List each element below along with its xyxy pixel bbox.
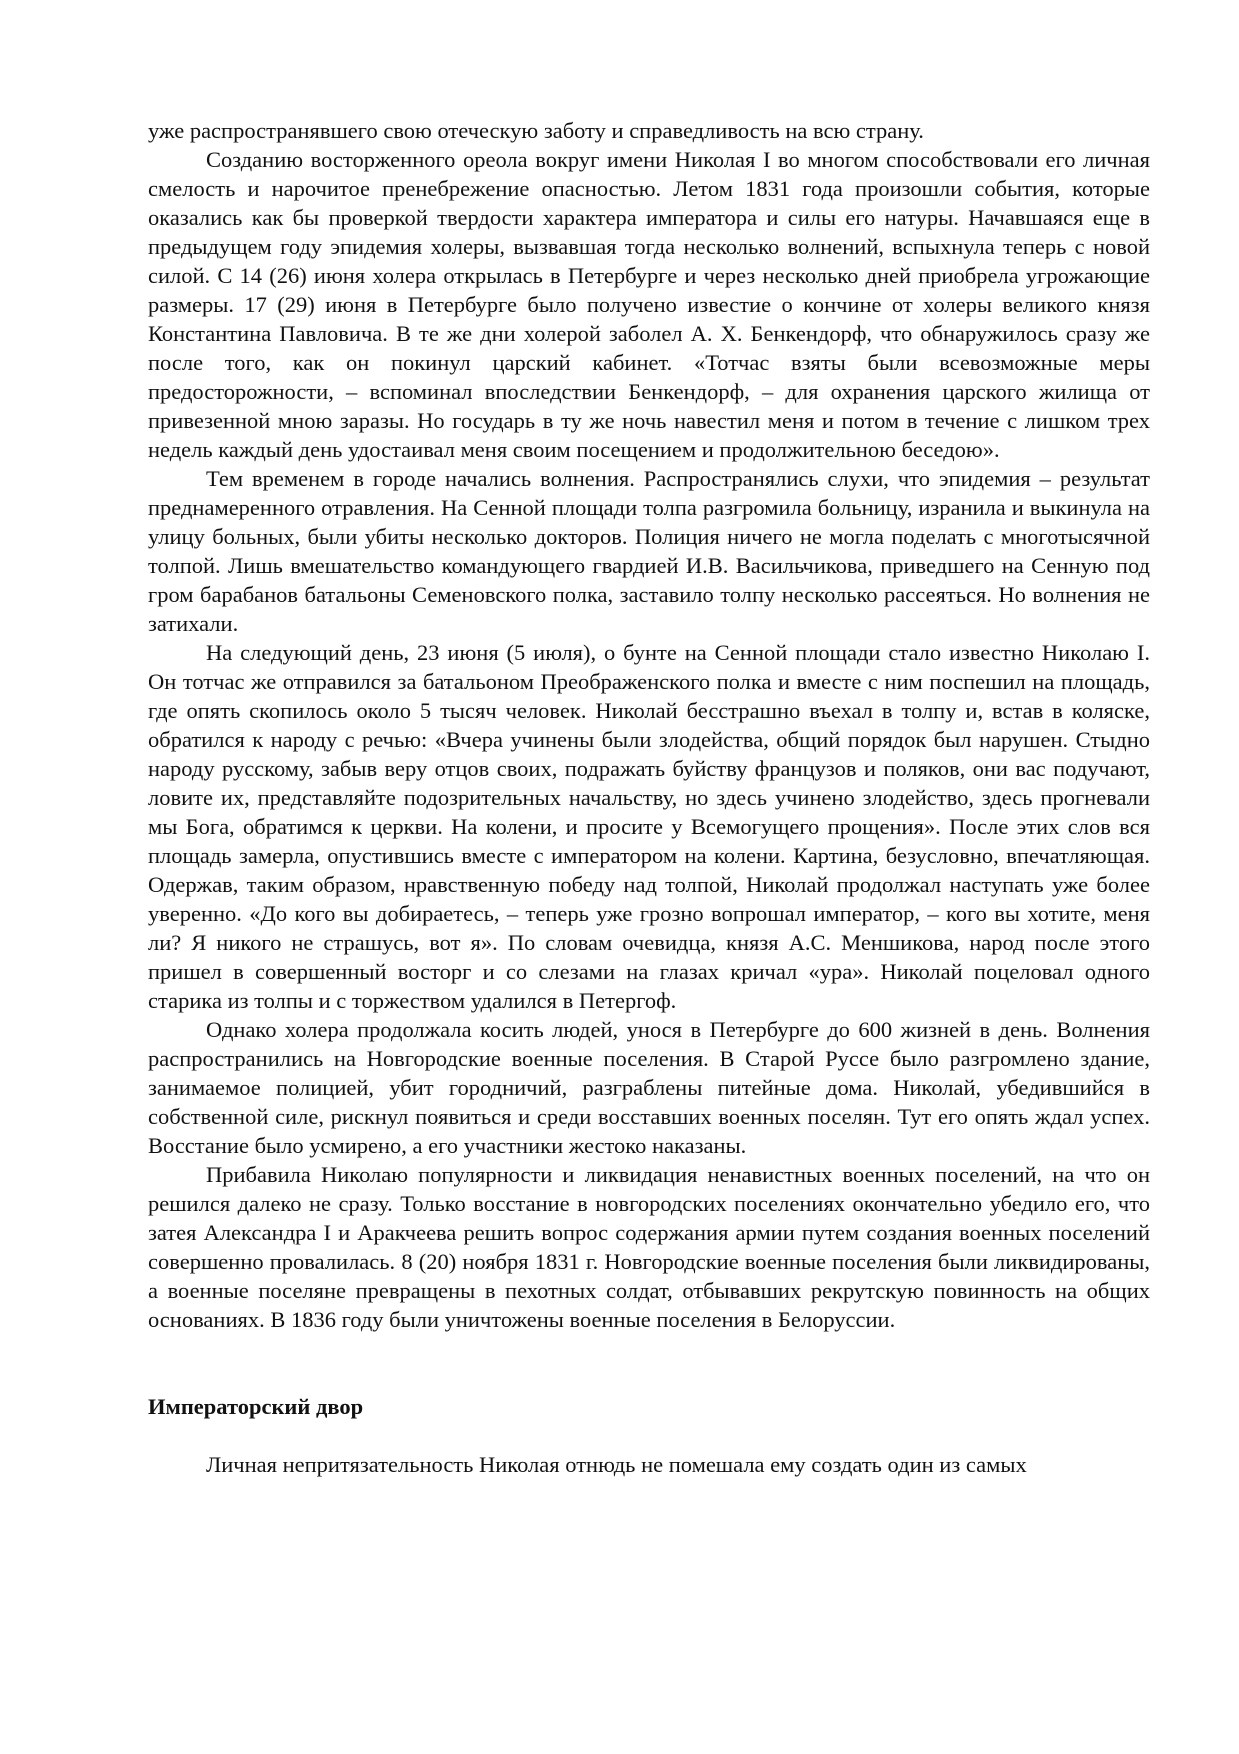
paragraph-cholera-1831: Созданию восторженного ореола вокруг имени Николая I во многом способствовали его личная смелость и нарочитое пренебрежение опасностью. Летом 1831 года произошли события, которые оказались как бы проверкой твердости характера императора и силы его натуры. Начавшаяся еще в предыдущем году эпидемия холеры, вызвавшая тогда несколько волнений, вспыхнула теперь с новой силой. С 14 (26) июня холера открылась в Петербурге и через несколько дней приобрела угрожающие размеры. 17 (29) июня в Петербурге было получено известие о кончине от холеры великого князя Константина Павловича. В те же дни холерой заболел А. Х. Бенкендорф, что обнаружилось сразу же после того, как он покинул царский кабинет. «Тотчас взяты были всевозможные меры предосторожности, – вспоминал впоследствии Бенкендорф, – для охранения царского жилища от привезенной мною заразы. Но государь в ту же ночь навестил меня и потом в течение с лишком трех недель каждый день удостаивал меня своим посещением и продолжительною беседою».: [148, 147, 1150, 462]
section-heading: Императорский двор: [148, 1394, 364, 1419]
document-page: [148, 116, 1150, 1479]
paragraph-novgorod-settlements: Однако холера продолжала косить людей, унося в Петербурге до 600 жизней в день. Волнения распространились на Новгородские военные поселения. В Старой Руссе было разгромлено здание, занимаемое полицией, убит городничий, разграблены питейные дома. Николай, убедившийся в собственной силе, рискнул появиться и среди восставших военных поселян. Тут его опять ждал успех. Восстание было усмирено, а его участники жестоко наказаны.: [148, 1017, 1150, 1158]
paragraph-unrest: Тем временем в городе начались волнения. Распространялись слухи, что эпидемия – результат преднамеренного отравления. На Сенной площади толпа разгромила больницу, изранила и выкинула на улицу больных, были убиты несколько докторов. Полиция ничего не могла поделать с многотысячной толпой. Лишь вмешательство командующего гвардией И.В. Васильчикова, приведшего на Сенную под гром барабанов батальоны Семеновского полка, заставило толпу несколько рассеяться. Но волнения не затихали.: [148, 466, 1150, 636]
paragraph-continuation: уже распространявшего свою отеческую заботу и справедливость на всю страну.: [148, 118, 924, 143]
paragraph-liquidation: Прибавила Николаю популярности и ликвидация ненавистных военных поселений, на что он решился далеко не сразу. Только восстание в новгородских поселениях окончательно убедило его, что затея Александра I и Аракчеева решить вопрос содержания армии путем создания военных поселений совершенно провалилась. 8 (20) ноября 1831 г. Новгородские военные поселения были ликвидированы, а военные поселяне превращены в пехотных солдат, отбывавших рекрутскую повинность на общих основаниях. В 1836 году были уничтожены военные поселения в Белоруссии.: [148, 1162, 1150, 1332]
paragraph-imperial-court: Личная непритязательность Николая отнюдь не помешала ему создать один из самых: [206, 1452, 1027, 1477]
paragraph-sennaya-square: На следующий день, 23 июня (5 июля), о бунте на Сенной площади стало известно Николаю I. Он тотчас же отправился за батальоном Преображенского полка и вместе с ним поспешил на площадь, где опять скопилось около 5 тысяч человек. Николай бесстрашно въехал в толпу и, встав в коляске, обратился к народу с речью: «Вчера учинены были злодейства, общий порядок был нарушен. Стыдно народу русскому, забыв веру отцов своих, подражать буйству французов и поляков, они вас подучают, ловите их, представляйте подозрительных начальству, но здесь учинено злодейство, здесь прогневали мы Бога, обратимся к церкви. На колени, и просите у Всемогущего прощения». После этих слов вся площадь замерла, опустившись вместе с императором на колени. Картина, безусловно, впечатляющая. Одержав, таким образом, нравственную победу над толпой, Николай продолжал наступать уже более уверенно. «До кого вы добираетесь, – теперь уже грозно вопрошал император, – кого вы хотите, меня ли? Я никого не страшусь, вот я». По словам очевидца, князя А.С. Меншикова, народ после этого пришел в совершенный восторг и со слезами на глазах кричал «ура». Николай поцеловал одного старика из толпы и с торжеством удалился в Петергоф.: [148, 640, 1150, 1013]
